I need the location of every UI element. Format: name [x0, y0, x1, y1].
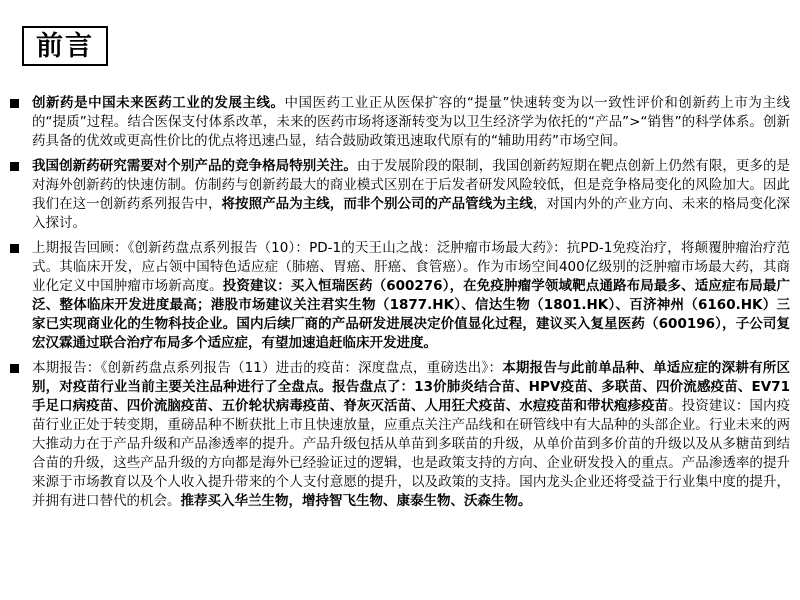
bullet-item-current-report — [10, 359, 790, 511]
paragraph — [32, 239, 790, 353]
paragraph-text: 由于发展阶段的限制，我国创新药短期在靶点创新上仍然有限，更多的是对海外创新药的快速仿制。仿制药与创新药最大的商业模式区别在于后发者研发风险较低，但是竞争格局变化的风险加大。因此我们在这一创新药系列报告中， — [32, 158, 791, 212]
page-title: 前言 — [36, 30, 94, 62]
paragraph-text: 本期报告：《创新药盘点系列报告（11）进击的疫苗：深度盘点，重磅迭出》： — [32, 360, 503, 376]
paragraph — [32, 359, 790, 511]
bullet-item-previous-report — [10, 239, 790, 353]
square-bullet-icon — [10, 99, 19, 108]
title-box — [22, 26, 108, 66]
paragraph-emphasis: 将按照产品为主线，而非个别公司的产品管线为主线 — [221, 196, 533, 212]
paragraph-lead: 创新药是中国未来医药工业的发展主线。 — [32, 95, 285, 111]
square-bullet-icon — [10, 364, 19, 373]
paragraph-text: 中国医药工业正从医保扩容的“提量”快速转变为以一致性评价和创新药上市为主线的“提质”过程。结合医保支付体系改革，未来的医药市场将逐渐转变为以卫生经济学为依托的“产品”>“销售”的科学体系。创新药具备的优效或更高性价比的优点将迅速凸显，结合鼓励政策迅速取代原有的“辅助用药”市场空间。 — [32, 95, 790, 149]
bullet-list — [10, 94, 790, 517]
paragraph — [32, 94, 790, 151]
paragraph — [32, 157, 790, 233]
square-bullet-icon — [10, 244, 19, 253]
paragraph-lead: 我国创新药研究需要对个别产品的竞争格局特别关注。 — [32, 158, 357, 174]
bullet-item-innovative-drug-mainline — [10, 94, 790, 151]
paragraph-emphasis: 本期报告与此前单品种、单适应症的深耕有所区别，对疫苗行业当前主要关注品种进行了全盘点。报告盘点了：13价肺炎结合苗、HPV疫苗、多联苗、四价流感疫苗、EV71手足口病疫苗、四价流脑疫苗、五价轮状病毒疫苗、脊灰灭活苗、人用狂犬疫苗、水痘疫苗和带状疱疹疫苗 — [32, 360, 790, 414]
paragraph-emphasis: 投资建议：买入恒瑞医药（600276），在免疫肿瘤学领域靶点通路布局最多、适应症布局最广泛、整体临床开发进度最高；港股市场建议关注君实生物（1877.HK）、信达生物（1801.HK）、百济神州（6160.HK）三家已实现商业化的生物科技企业。国内后续厂商的产品研发进展决定价值显化过程，建议买入复星医药（600196），子公司复宏汉霖通过联合治疗布局多个适应症，有望加速追赶临床开发进度。 — [32, 278, 791, 351]
bullet-item-competition-landscape — [10, 157, 790, 233]
paragraph-text: 上期报告回顾：《创新药盘点系列报告（10）：PD-1的天王山之战：泛肿瘤市场最大药》：抗PD-1免疫治疗，将颠覆肿瘤治疗范式。其临床开发，应占领中国特色适应症（肺癌、胃癌、肝癌、食管癌）。作为市场空间400亿级别的泛肿瘤市场最大药，其商业化定义中国肿瘤市场新高度。 — [32, 240, 791, 294]
paragraph-recommendation: 推荐买入华兰生物，增持智飞生物、康泰生物、沃森生物。 — [180, 493, 532, 509]
square-bullet-icon — [10, 162, 19, 171]
paragraph-tail: ，对国内外的产业方向、未来的格局变化深入探讨。 — [32, 196, 791, 231]
paragraph-tail: 。投资建议：国内疫苗行业正处于转变期，重磅品种不断获批上市且快速放量，应重点关注产品线和在研管线中有大品种的头部企业。行业未来的两大推动力在于产品升级和产品渗透率的提升。产品升级包括从单苗到多联苗的升级，从单价苗到多价苗的升级以及从多糖苗到结合苗的升级，这些产品升级的方向都是海外已经验证过的逻辑，也是政策支持的方向、企业研发投入的重点。产品渗透率的提升来源于市场教育以及个人收入提升带来的个人支付意愿的提升，以及政策的支持。国内龙头企业还将受益于行业集中度的提升，并拥有进口替代的机会。 — [32, 398, 791, 509]
